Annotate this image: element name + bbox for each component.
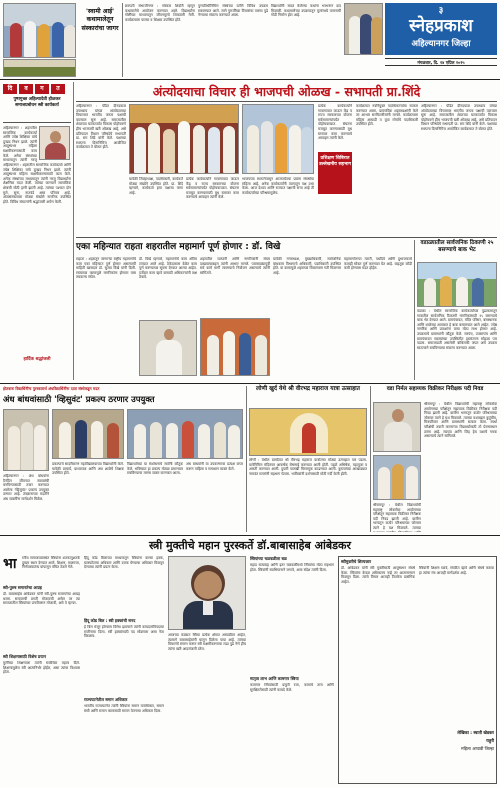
masthead-side-photo — [344, 3, 383, 55]
tech-photo — [373, 402, 421, 452]
top-strip-photo-2 — [3, 59, 76, 77]
tech-body-2: श्रीरामपूर : येथील विद्यार्थ्याची महाराष्ट्र लोकसेवा आयोगाच्या परीक्षेतून सहाय्यक विक्रीकर निरीक्षक पदी निवड झाली आहे. ग्रामीण भागातून कठोर परिश्रमाच्या जोरावर त्याने हे यश मिळवले. त्याच्या — [373, 503, 421, 530]
feature-col2-intro: हिंदू कोड बिलाच्या माध्यमातून स्त्रियांना वारसा हक्क, घटस्फोटाचा अधिकार आणि दत्तक घेण्याचा अधिकार मिळवून देण्याचा त्यांनी प्रयत्न केला. — [84, 556, 164, 570]
top-strip-photo — [3, 3, 76, 58]
top-strip-col3: विद्यार्थ्यांनी सादर केलेल्या कथांना भरभरून दाद मिळाली. कथामालेच्या उपक्रमातून मुलांमध्ये वाचनाची गोडी निर्माण होत आहे. — [271, 4, 341, 18]
feature-col2-body1: हे बिल मंजूर होण्यास विरोध झाल्याने त्यांनी कायदामंत्रिपदाचा राजीनामा दिला. स्त्री हक्कांसाठी पद सोडणारा असा नेता विरळाच. — [84, 625, 164, 639]
left-header-letter-1: दि — [3, 84, 17, 94]
feature-col4-body1: महाड सत्याग्रह आणि इतर चळवळींमध्ये स्त्रियांचा मोठा सहभाग होता. स्त्रियांनी स्वाभिमानाने जगावे, असा संदेश त्यांनी दिला. — [250, 563, 334, 572]
blind-col3: विद्यार्थ्यांच्या या संशोधनाचे सर्वांनी कौतुक केले. भविष्यात हा प्रकल्प मोठ्या प्रमाणावर राबविण्याचा मानस व्यक्त करण्यात आला. — [127, 462, 183, 476]
feature-col4-sub1: स्त्रियांच्या चळवळीला बळ — [250, 556, 287, 561]
feature-author-place: राहुरी — [486, 738, 494, 743]
left-header-letter-4: त — [51, 84, 65, 94]
left-column-note-body: अहिल्यानगर : शहरातील सामाजिक कार्यकर्त्या आणि ज्येष्ठ शिक्षिका यांचे दुःखद निधन झाले. त्यांनी आयुष्यभर महिला सक्षमीकरणासाठी काम केले. अनेक संस्थांच्या माध्यमातून त्यांनी गरजू — [3, 126, 37, 162]
blind-col4: अंध बांधवांनी या उपकरणाचा प्रत्यक्ष वापर करून पाहिला व समाधान व्यक्त केले. — [186, 462, 243, 471]
lead-headline: अंत्योदयाचा विचार ही भाजपची ओळख - सभापती प्रा.शिंदे — [152, 84, 421, 99]
left-header-letter-2: व — [19, 84, 33, 94]
feature-col1-body2: मुलींच्या शिक्षणाला त्यांनी सर्वाधिक महत्त्व दिले. शिक्षणामुळेच स्त्री आत्मनिर्भर होईल, असा त्यांचा विश्वास होता. — [3, 661, 80, 675]
masthead — [385, 3, 497, 55]
masthead-subtitle: अहिल्यानगर जिल्हा — [411, 39, 471, 49]
feature-col4-body2: कामगार स्त्रियांसाठी प्रसूती रजा, कामाचे तास आणि सुरक्षिततेसाठी त्यांनी कायदे केले. — [250, 683, 334, 692]
masthead-dateline: मंगळवार, दि. १४ एप्रिल २०२५ — [385, 58, 497, 66]
blind-kicker: होतकरू विद्यार्थिनींना पुरस्कारार्थ अंधविद्यार्थिनींना दाता संस्थेकडून मदत — [3, 386, 100, 391]
festival-body: लोणी : येथील ग्रामदैवत श्री वीरभद्र महाराज यात्रोत्सव मोठ्या उत्साहात पार पडला. यात्रेनिमित्त मंदिरावर आकर्षक रोषणाई करण्यात आली होती. पहाटे अभिषेक, महापूजा व आरती करण्यात आली. दुपारी पालखी मिरवणूक काढण्यात आली. कुस्त्यांच्या आखाड्यात नामवंत मल्लांनी सहभाग घेतला. भाविकांनी दर्शनासाठी मोठी गर्दी केली होती. — [249, 458, 367, 476]
feature-col5-body1: डॉ. आंबेडकर यांनी स्त्री मुक्तीसाठी आयुष्यभर संघर्ष केला. स्त्रियांना केवळ अधिकारच नव्हे तर आत्मसन्मान मिळवून दिला. त्यांचे विचार आजही तितकेच प्रासंगिक आहेत. — [341, 566, 415, 584]
blind-col1: अहिल्यानगर : अंध बांधवांना दैनंदिन जीवनात स्वावलंबी बनविण्यासाठी तयार करण्यात आलेला 'व्हिसुवंट' प्रकल्प उपयुक्त ठरणार आहे. तंत्रज्ञानाच्या मदतीने अंध व्यक्तींना मार्गदर्शन मिळेल. — [3, 474, 49, 501]
feature-col4-sub2: मातृत्व लाभ आणि कामगार स्त्रिया — [250, 676, 299, 681]
left-header-letter-3: ग — [35, 84, 49, 94]
tech-photo-2 — [373, 455, 421, 500]
wadgaon-body: वडाळा : येथील सामाजिक कार्यकर्त्यांच्या पुढाकारातून गावातील सार्वजनिक ठिकाणी नागरिकांसाठी २५ बसण्याचे बाक भेट देण्यात आले. ग्रामपंचायत, मंदिर परिसर, बसस्थानक आणि शाळेच्या आवारात हे बाक बसवण्यात आले आहेत. ज्येष्ठ नागरिक आणि प्रवाशांना याचा मोठा लाभ होणार आहे. उपक्रमाचे ग्रामस्थांनी कौतुक केले. सरपंच, उपसरपंच आणि ग्रामपंचायत सदस्यांच्या उपस्थितीत हस्तांतरण सोहळा पार पडला. समाजाप्रती असलेली बांधिलकी जपत असे उपक्रम सातत्याने राबविण्याचा संकल्प करण्यात आला. — [417, 309, 497, 350]
feature-col1-sub2: स्त्री शिक्षणासाठी विशेष प्रयत्न — [3, 654, 46, 659]
rahata-photo — [139, 320, 197, 376]
feature-col1-sub1: स्त्री-पुरुष समानतेचा आग्रह — [3, 585, 42, 590]
lead-photo-2 — [242, 104, 314, 174]
rahata-headline: एका महिन्यात राहता शहरातील महामार्ग पूर्ण होणार : डॉ. विखे — [76, 242, 281, 252]
top-strip-col1: छत्रपती संभाजीनगर : संस्कार शिदोरी म्हणून कथामालेचे आयोजन करण्यात आले. विद्यार्थ्यांना गोष्टींच्या माध्यमातून जीवनमूल्ये शिकवली गेली. कार्यक्रमाला पालक व शिक्षक उपस्थित होते. — [125, 4, 195, 22]
festival-headline: लोणी खुर्द येथे श्री वीरभद्र महाराज यात्रा उत्साहात — [256, 386, 360, 392]
feature-headline: स्त्री मुक्तीचे महान पुरस्कर्ते डॉ.बाबासाहेब आंबेडकर — [149, 539, 351, 552]
top-strip-col2: पुण्यतिथीनिमित्त संस्थेच्या वतीने विविध उपक्रम राबवण्यात आले. साने गुरुजींच्या विचारांचा वारसा पुढे नेण्याचा संकल्प करण्यात आला. — [198, 4, 268, 18]
lead-col5: कार्यक्रमात नवनियुक्त पदाधिकाऱ्यांचा सत्कार करण्यात आला. प्रास्ताविक शहराध्यक्षांनी केले तर आभार सरचिटणीसांनी मानले. कार्यक्रमाला महिला आघाडी व युवा मोर्चाचे पदाधिकारी उपस्थित होते. — [356, 104, 418, 127]
rahata-photo-2 — [200, 318, 270, 376]
feature-dropcap: भा — [3, 556, 17, 572]
feature-col1-body1: डॉ. बाबासाहेब आंबेडकर यांनी स्त्री-पुरुष समानतेचा आग्रह धरला. समाजाची प्रगती मोजायची असेल तर त्या समाजातील स्त्रियांच्या प्रगतीवरून मोजावी, असे ते म्हणत. — [3, 592, 80, 606]
blind-photo-3 — [127, 409, 243, 459]
feature-col2-body2: भारतीय राज्यघटनेत त्यांनी स्त्रियांना समान मताधिकार, समान संधी आणि समान कामासाठी समान वेतनाचा अधिकार दिला. — [84, 704, 164, 713]
lead-col1: अहिल्यानगर : पंडित दीनदयाळ उपाध्याय यांच्या अंत्योदयाच्या विचारावर भारतीय जनता पक्षाची वाटचाल सुरू आहे. समाजातील शेवटच्या घटकापर्यंत विकास पोहोचवणे हीच भाजपची खरी ओळख आहे, असे प्रतिपादन विधान परिषदेचे सभापती प्रा. राम शिंदे यांनी केले. पक्षाच्या स्थापना दिनानिमित्त आयोजित कार्यक्रमात ते बोलत होते. — [76, 104, 126, 150]
rahata-col3: शहरातील व्यापारी आणि नागरिकांनी संयम दाखवल्याबद्दल त्यांनी आभार मानले. पावसाळ्यापूर्वी सर्व कामे मार्गी लावण्याचे नियोजन असल्याचे त्यांनी सांगितले. — [200, 257, 270, 275]
left-column-note-body-2: अहिल्यानगर : शहरातील सामाजिक कार्यकर्त्या आणि ज्येष्ठ शिक्षिका यांचे दुःखद निधन झाले. त्यांनी आयुष्यभर महिला सक्षमीकरणासाठी काम केले. अनेक संस्थांच्या माध्यमातून त्यांनी गरजू विद्यार्थ्यांना शैक्षणिक मदत केली. त्यांच्या जाण्याने सामाजिक क्षेत्राची मोठी हानी झाली आहे. त्यांच्या पश्चात दोन मुले, सुना, नातवंडे असा परिवार आहे. अंत्यसंस्काराला मोठ्या संख्येने नागरिक उपस्थित होते. विविध संघटनांनी श्रद्धांजली अर्पण केली. — [3, 163, 71, 204]
rahata-col5: महामार्गालगत गटारी, पथदिवे आणि दुभाजकाचे कामही सोबत पूर्ण करण्यात येत आहे. वाहतूक कोंडी कमी होण्यास मदत होईल. — [344, 257, 412, 271]
feature-col3-body: आजच्या काळात स्त्रिया प्रत्येक क्षेत्रात आघाडीवर आहेत, त्यामागे बाबासाहेबांनी घालून दिलेला पाया आहे. त्यांच्या विचारांचे स्मरण करून स्त्री सक्षमीकरणाचा लढा पुढे नेणे हीच त्यांना खरी आदरांजली ठरेल. — [168, 633, 246, 651]
top-strip-quote: 'स्वामी आई' कथामालेतून संस्कारांचा जागर — [81, 8, 119, 32]
blind-photo — [3, 409, 49, 471]
feature-col5-body2: स्त्रियांनी शिक्षण घ्यावे, संघटित व्हावे आणि संघर्ष करावा हा त्यांचा मंत्र आजही मार्गदर्शक आहे. — [419, 566, 494, 575]
lead-col6: अहिल्यानगर : पंडित दीनदयाळ उपाध्याय यांच्या अंत्योदयाच्या विचारावर भारतीय जनता पक्षाची वाटचाल सुरू आहे. समाजातील शेवटच्या घटकापर्यंत विकास पोहोचवणे हीच भाजपची खरी ओळख आहे, असे प्रतिपादन विधान परिषदेचे सभापती प्रा. राम शिंदे यांनी केले. पक्षाच्या स्थापना दिनानिमित्त आयोजित कार्यक्रमात ते बोलत होते. — [421, 104, 497, 131]
festival-photo — [249, 408, 367, 456]
feature-author-label: लेखिका : स्वाती खेडकर — [457, 730, 494, 735]
left-column-header — [3, 84, 71, 94]
wadgaon-photo — [417, 262, 497, 307]
lead-col3: प्रत्येक कार्यकर्त्याने गावागावात जाऊन केंद्र व राज्य सरकारच्या योजना सर्वसामान्यांपर्यंत पोहोचवाव्यात. संघटना मजबूत करण्यासाठी बूथ स्तरावर काम करण्याचे आवाहन त्यांनी केले. — [186, 177, 239, 200]
lead-badge: प्रशिक्षण शिबिरात उल्लेखनीय सहभाग — [318, 152, 352, 194]
feature-col2-sub1: हिंदू कोड बिल : स्त्री हक्कांची सनद — [84, 618, 136, 623]
masthead-title: स्नेहप्रकाश — [409, 16, 473, 36]
blind-col2: प्रकल्पाचे सादरीकरण महाविद्यालयाच्या विद्यार्थ्यांनी केले. यावेळी प्राचार्य, प्राध्यापक आणि अंध शाळेचे शिक्षक उपस्थित होते. — [52, 462, 124, 476]
feature-col2-sub2: राज्यघटनेतील समान अधिकार — [84, 697, 128, 702]
lead-col4: भाजपच्या स्थापनेपासून आजपर्यंतचा प्रवास संघर्षाचा राहिला आहे. अनेक कार्यकर्त्यांनी त्यागातून पक्ष उभा केला. आज देशात आणि राज्यात पक्षाची सत्ता आहे ती कार्यकर्त्यांच्या परिश्रमामुळेच. — [242, 177, 314, 195]
lead-col3b: प्रत्येक कार्यकर्त्याने गावागावात जाऊन केंद्र व राज्य सरकारच्या योजना सर्वसामान्यांपर्यंत पोहोचवाव्यात. संघटना मजबूत करण्यासाठी बूथ स्तरावर काम करण्याचे आवाहन त्यांनी केले. — [318, 104, 352, 141]
wadgaon-headline: वडाळ्यातील सार्वजनिक ठिकाणी २५ बसण्याचे बाक भेट — [420, 240, 494, 253]
blind-headline: अंध बांधवांसाठी 'व्हिसुवंट' प्रकल्प ठरणार उपयुक्त — [3, 394, 155, 404]
feature-col5-sub1: स्त्रीमुक्तीचे शिल्पकार — [341, 559, 372, 564]
left-column — [3, 84, 71, 384]
left-column-note-footer: हार्दिक श्रद्धांजली — [23, 357, 51, 362]
top-strip — [0, 0, 500, 78]
left-column-note-title: पुष्पगुच्छ अहिल्यादेवी होळकर समाजप्रबोधन स्त्री कार्यकर्ता — [13, 97, 61, 108]
left-column-portrait — [39, 126, 70, 160]
lead-photo — [129, 104, 239, 174]
tech-headline: वडा निर्मल सहाय्यक विक्रीकर निरीक्षक पदी निवड — [386, 386, 484, 392]
blind-photo-2 — [52, 409, 124, 459]
feature-author-contact: महिला आघाडी जिल्हा — [461, 746, 494, 751]
rahata-col1: राहाता : शहरातून जाणाऱ्या राष्ट्रीय महामार्गाचे काम एका महिन्यात पूर्ण होणार असल्याची माहिती खासदार डॉ. सुजय विखे यांनी दिली. रस्त्याच्या कामामुळे नागरिकांना होणारा त्रास लवकरच संपेल. — [76, 257, 136, 280]
feature-portrait — [168, 556, 246, 630]
lead-col2: यावेळी जिल्हाध्यक्ष, पदाधिकारी, कार्यकर्ते मोठ्या संख्येने उपस्थित होते. प्रा. शिंदे म्हणाले, कार्यकर्ता हाच पक्षाचा कणा आहे. — [129, 177, 183, 195]
rahata-col2: डॉ. विखे म्हणाले, महामार्गाचे काम अंतिम टप्प्यात आले आहे. ठेकेदाराला वेळेत काम पूर्ण करण्याच्या सूचना देण्यात आल्या आहेत. दर्जेदार काम व्हावे यासाठी अधिकाऱ्यांनी लक्ष ठेवावे. — [139, 257, 197, 280]
masthead-page-number: ३ — [438, 6, 444, 16]
feature-col1-intro: रतीय समाजव्यवस्थेत स्त्रियांना शतकानुशतके दुय्यम स्थान देण्यात आले. शिक्षण, मालमत्ता, निर्णयस्वातंत्र्य यांपासून वंचित ठेवले गेले. — [22, 556, 80, 570]
rahata-col4: यावेळी नगराध्यक्ष, मुख्याधिकारी, सार्वजनिक बांधकाम विभागाचे अधिकारी, पदाधिकारी उपस्थित होते. या कामामुळे शहराच्या विकासाला गती मिळणार आहे. — [273, 257, 341, 275]
tech-body: श्रीरामपूर : येथील विद्यार्थ्याची महाराष्ट्र लोकसेवा आयोगाच्या परीक्षेतून सहाय्यक विक्रीकर निरीक्षक पदी निवड झाली आहे. ग्रामीण भागातून कठोर परिश्रमाच्या जोरावर त्याने हे यश मिळवले. त्याच्या यशाबद्दल कुटुंबीय, मित्रपरिवार आणि ग्रामस्थांनी सत्कार केला. स्पर्धा परीक्षेची तयारी करणाऱ्या विद्यार्थ्यांसाठी तो प्रेरणास्थान ठरला आहे. सातत्य आणि जिद्द हेच यशाचे गमक असल्याचे त्याने सांगितले. — [424, 402, 497, 439]
